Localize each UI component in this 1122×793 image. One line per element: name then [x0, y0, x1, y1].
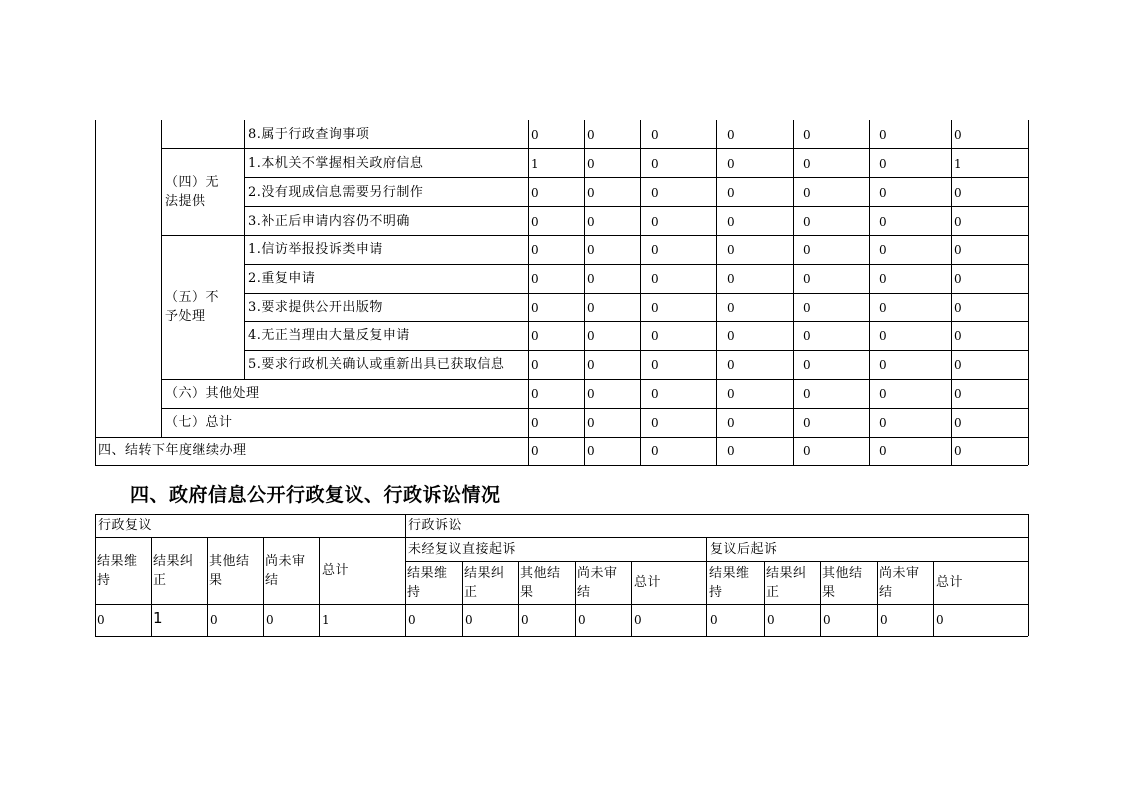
header-susong: 行政诉讼 [408, 518, 463, 533]
row-label: 1.信访举报投诉类申请 [248, 242, 383, 257]
col-divider [1028, 514, 1029, 636]
value-cell: 0 [531, 444, 539, 458]
col-divider [95, 120, 96, 465]
value-cell: 0 [727, 444, 735, 458]
group-label-buyu: （五）不予处理 [165, 290, 220, 324]
col-divider [1028, 120, 1029, 465]
col-divider [518, 561, 519, 636]
value-cell: 0 [879, 128, 887, 142]
value-cell: 0 [727, 301, 735, 315]
value-cell: 0 [954, 329, 962, 343]
col-header: 总计 [634, 575, 662, 590]
value-cell: 0 [651, 186, 659, 200]
value-cell: 0 [408, 613, 416, 627]
value-cell: 0 [531, 301, 539, 315]
value-cell: 0 [531, 272, 539, 286]
row-divider [95, 636, 1028, 637]
value-cell: 0 [531, 215, 539, 229]
value-cell: 0 [521, 613, 529, 627]
row-label: 2.重复申请 [248, 271, 316, 286]
value-cell: 0 [727, 272, 735, 286]
col-divider [933, 561, 934, 636]
col-header: 结果维持 [97, 554, 138, 588]
value-cell: 0 [651, 128, 659, 142]
value-cell: 0 [879, 186, 887, 200]
col-divider [631, 561, 632, 636]
value-cell: 0 [803, 272, 811, 286]
value-cell: 0 [954, 128, 962, 142]
value-cell: 0 [954, 215, 962, 229]
value-cell: 0 [651, 444, 659, 458]
col-header: 其他结果 [209, 554, 250, 588]
col-divider [706, 537, 707, 636]
value-cell: 0 [587, 301, 595, 315]
value-cell: 0 [936, 613, 944, 627]
value-cell: 0 [803, 186, 811, 200]
value-cell: 0 [954, 272, 962, 286]
col-divider [207, 537, 208, 636]
value-cell: 0 [651, 215, 659, 229]
value-cell: 0 [531, 329, 539, 343]
row-label: 8.属于行政查询事项 [248, 127, 370, 142]
value-cell: 0 [727, 243, 735, 257]
value-cell: 1 [153, 609, 163, 627]
value-cell: 0 [879, 444, 887, 458]
col-divider [951, 120, 952, 465]
row-label: 5.要求行政机关确认或重新出具已获取信息 [248, 357, 505, 372]
value-cell: 0 [97, 613, 105, 627]
col-divider [869, 120, 870, 465]
value-cell: 0 [587, 186, 595, 200]
row-label: （七）总计 [165, 415, 233, 430]
value-cell: 0 [531, 186, 539, 200]
value-cell: 0 [823, 613, 831, 627]
col-divider [405, 514, 406, 636]
col-divider [764, 561, 765, 636]
col-header: 其他结果 [822, 566, 863, 600]
row-divider [95, 437, 1028, 438]
section-title: 四、政府信息公开行政复议、行政诉讼情况 [130, 484, 501, 506]
value-cell: 0 [651, 243, 659, 257]
value-cell: 0 [803, 243, 811, 257]
row-divider [244, 206, 1028, 207]
row-label: （六）其他处理 [165, 386, 260, 401]
row-divider [405, 561, 1028, 562]
col-divider [584, 120, 585, 465]
value-cell: 0 [651, 301, 659, 315]
value-cell: 0 [531, 128, 539, 142]
row-label: 四、结转下年度继续办理 [98, 443, 247, 458]
col-header: 尚未审结 [265, 554, 306, 588]
value-cell: 0 [879, 301, 887, 315]
col-divider [462, 561, 463, 636]
row-label: 3.补正后申请内容仍不明确 [248, 214, 410, 229]
row-label: 3.要求提供公开出版物 [248, 300, 383, 315]
value-cell: 0 [879, 358, 887, 372]
value-cell: 0 [587, 444, 595, 458]
col-divider [528, 120, 529, 465]
row-divider [244, 350, 1028, 351]
row-divider [161, 235, 1028, 236]
row-divider [244, 321, 1028, 322]
value-cell: 0 [879, 157, 887, 171]
value-cell: 0 [651, 157, 659, 171]
row-divider [244, 264, 1028, 265]
col-divider [151, 537, 152, 636]
value-cell: 0 [954, 387, 962, 401]
row-divider [161, 408, 1028, 409]
value-cell: 0 [879, 215, 887, 229]
value-cell: 0 [803, 301, 811, 315]
row-label: 4.无正当理由大量反复申请 [248, 328, 410, 343]
value-cell: 0 [803, 387, 811, 401]
col-header: 结果纠正 [766, 566, 807, 600]
col-divider [877, 561, 878, 636]
value-cell: 0 [587, 128, 595, 142]
value-cell: 0 [803, 444, 811, 458]
value-cell: 0 [803, 157, 811, 171]
group-label-wufa: （四）无法提供 [165, 175, 220, 209]
value-cell: 0 [954, 358, 962, 372]
value-cell: 0 [879, 387, 887, 401]
value-cell: 0 [767, 613, 775, 627]
value-cell: 0 [954, 444, 962, 458]
col-divider [716, 120, 717, 465]
value-cell: 0 [710, 613, 718, 627]
value-cell: 0 [578, 613, 586, 627]
value-cell: 0 [727, 358, 735, 372]
value-cell: 1 [954, 157, 962, 171]
value-cell: 0 [727, 157, 735, 171]
col-header: 尚未审结 [879, 566, 920, 600]
value-cell: 0 [954, 416, 962, 430]
col-header: 结果纠正 [153, 554, 194, 588]
col-header: 总计 [936, 575, 964, 590]
col-divider [319, 537, 320, 636]
row-label: 1.本机关不掌握相关政府信息 [248, 156, 424, 171]
col-divider [244, 120, 245, 379]
value-cell: 0 [587, 416, 595, 430]
col-divider [640, 120, 641, 465]
value-cell: 0 [727, 329, 735, 343]
value-cell: 0 [803, 358, 811, 372]
col-header: 总计 [322, 563, 350, 578]
value-cell: 0 [879, 329, 887, 343]
value-cell: 0 [531, 416, 539, 430]
row-divider [161, 379, 1028, 380]
row-divider [161, 148, 1028, 149]
value-cell: 0 [727, 128, 735, 142]
row-divider [95, 514, 1028, 515]
col-header: 结果维持 [407, 566, 448, 600]
value-cell: 0 [803, 215, 811, 229]
value-cell: 0 [651, 329, 659, 343]
value-cell: 0 [587, 387, 595, 401]
value-cell: 0 [727, 215, 735, 229]
value-cell: 0 [954, 301, 962, 315]
col-header: 其他结果 [520, 566, 561, 600]
row-divider [405, 537, 1028, 538]
value-cell: 0 [587, 329, 595, 343]
value-cell: 0 [651, 387, 659, 401]
header-after: 复议后起诉 [710, 542, 778, 557]
value-cell: 0 [803, 128, 811, 142]
row-divider [95, 604, 1028, 605]
value-cell: 0 [803, 416, 811, 430]
col-divider [793, 120, 794, 465]
value-cell: 0 [727, 387, 735, 401]
value-cell: 0 [803, 329, 811, 343]
row-divider [95, 465, 1028, 466]
value-cell: 0 [587, 215, 595, 229]
value-cell: 0 [266, 613, 274, 627]
value-cell: 0 [465, 613, 473, 627]
col-header: 结果纠正 [464, 566, 505, 600]
value-cell: 0 [954, 186, 962, 200]
col-header: 尚未审结 [577, 566, 618, 600]
value-cell: 0 [879, 243, 887, 257]
value-cell: 0 [587, 157, 595, 171]
value-cell: 0 [531, 358, 539, 372]
value-cell: 0 [879, 272, 887, 286]
value-cell: 0 [210, 613, 218, 627]
row-divider [95, 537, 405, 538]
value-cell: 0 [727, 416, 735, 430]
value-cell: 0 [587, 358, 595, 372]
row-divider [244, 293, 1028, 294]
value-cell: 0 [651, 272, 659, 286]
col-divider [575, 561, 576, 636]
value-cell: 1 [322, 613, 330, 627]
col-divider [820, 561, 821, 636]
value-cell: 0 [531, 387, 539, 401]
row-divider [244, 177, 1028, 178]
value-cell: 0 [651, 416, 659, 430]
value-cell: 0 [587, 272, 595, 286]
value-cell: 0 [531, 243, 539, 257]
value-cell: 0 [634, 613, 642, 627]
value-cell: 1 [531, 157, 539, 171]
row-label: 2.没有现成信息需要另行制作 [248, 185, 424, 200]
col-divider [161, 120, 162, 437]
col-header: 结果维持 [709, 566, 750, 600]
col-divider [95, 514, 96, 636]
value-cell: 0 [727, 186, 735, 200]
header-fuyi: 行政复议 [98, 518, 153, 533]
value-cell: 0 [879, 416, 887, 430]
col-divider [263, 537, 264, 636]
header-direct: 未经复议直接起诉 [408, 542, 517, 557]
value-cell: 0 [587, 243, 595, 257]
value-cell: 0 [880, 613, 888, 627]
value-cell: 0 [954, 243, 962, 257]
value-cell: 0 [651, 358, 659, 372]
